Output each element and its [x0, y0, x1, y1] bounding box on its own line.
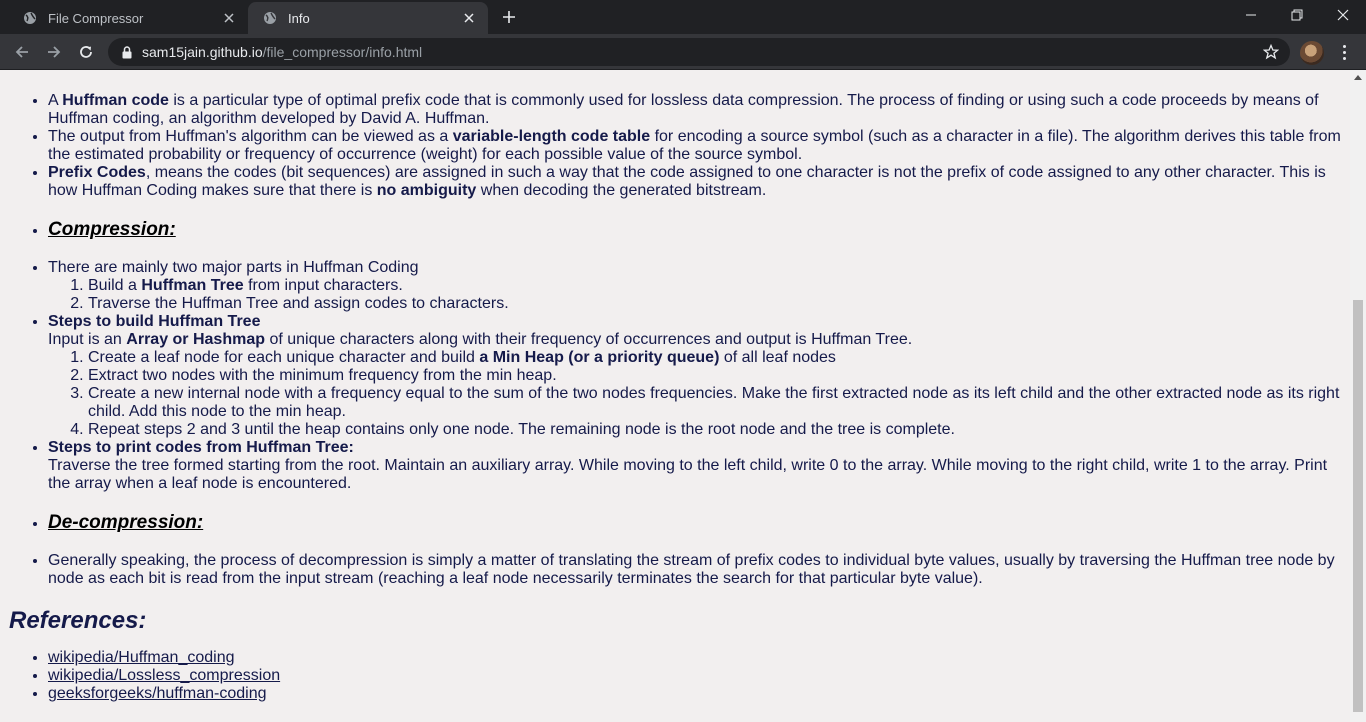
list-item: 2. Traverse the Huffman Tree and assign codes to characters. [88, 295, 1341, 313]
intro-list [48, 92, 1341, 200]
scroll-up-icon[interactable] [1354, 75, 1362, 80]
back-arrow-icon[interactable] [8, 38, 36, 66]
build-steps-list [88, 349, 1341, 439]
references-list [48, 649, 1341, 703]
compression-list [48, 259, 1341, 493]
list-item: • A Huffman code is a particular type of optimal prefix code that is commonly used for lossless data compression. The process of finding or using such a code proceeds by means of Huffman coding, an algorithm developed by David A. Huffman. [48, 92, 1341, 128]
url-text: sam15jain.github.io/file_compressor/info.html [142, 44, 423, 60]
globe-icon [262, 10, 278, 26]
list-item: 4. Repeat steps 2 and 3 until the heap contains only one node. The remaining node is the root node and the tree is complete. [88, 421, 1341, 439]
close-icon[interactable] [460, 9, 478, 27]
tab-info[interactable] [248, 2, 488, 34]
list-item [48, 649, 1341, 667]
star-icon[interactable] [1262, 43, 1280, 61]
list-item: 1. Build a Huffman Tree from input characters. [88, 277, 1341, 295]
decompression-heading: • De-compression: [48, 512, 1341, 534]
list-item: • Steps to build Huffman Tree Input is an Array or Hashmap of unique characters along with their frequency of occurrences and output is Huffman Tree. 1. Create a leaf node for each unique character and build a Min Heap (or a priority queue) of all leaf nodes 2. Extract two nodes with the minimum frequency from the min heap. 3. Create a new internal node with a frequency equal to the sum of the two nodes frequencies. Make the first extracted node as its left child and the other extracted node as its right child. Add this node to the min heap. 4. Repeat steps 2 and 3 until the heap contains only one node. The remaining node is the root node and the tree is complete. [48, 313, 1341, 439]
compression-heading: • Compression: [48, 219, 1341, 241]
list-item [48, 667, 1341, 685]
lock-icon[interactable] [120, 45, 134, 59]
avatar[interactable] [1300, 41, 1324, 65]
list-item: 1. Create a leaf node for each unique character and build a Min Heap (or a priority queue) of all leaf nodes [88, 349, 1341, 367]
globe-icon [22, 10, 38, 26]
browser-toolbar [0, 34, 1366, 70]
tab-title: Info [288, 10, 310, 26]
window-close-icon[interactable] [1320, 0, 1366, 30]
list-item: • Generally speaking, the process of decompression is simply a matter of translating the stream of prefix codes to individual byte values, usually by traversing the Huffman tree node by node as each bit is read from the input stream (reaching a leaf node necessarily terminates the search for that particular byte value). [48, 552, 1341, 588]
reference-link-lossless-compression[interactable]: wikipedia/Lossless_compression [48, 667, 281, 684]
plus-icon[interactable] [498, 6, 520, 28]
kebab-menu-icon[interactable] [1336, 42, 1352, 62]
scrollbar-thumb[interactable] [1353, 300, 1363, 712]
list-item: • Steps to print codes from Huffman Tree: Traverse the tree formed starting from the root. Maintain an auxiliary array. While moving to the left child, write 0 to the array. While moving to the right child, write 1 to the array. Print the array when a leaf node is encountered. [48, 439, 1341, 493]
close-icon[interactable] [220, 9, 238, 27]
reference-link-geeksforgeeks[interactable]: geeksforgeeks/huffman-coding [48, 685, 267, 702]
references-heading: References: [9, 607, 147, 634]
minimize-icon[interactable] [1228, 0, 1274, 30]
decompression-list [48, 552, 1341, 588]
list-item: • The output from Huffman's algorithm can be viewed as a variable-length code table for encoding a source symbol (such as a character in a file). The algorithm derives this table from the estimated probability or frequency of occurrence (weight) for each possible value of the source symbol. [48, 128, 1341, 164]
list-item: • There are mainly two major parts in Huffman Coding 1. Build a Huffman Tree from input characters. 2. Traverse the Huffman Tree and assign codes to characters. [48, 259, 1341, 313]
forward-arrow-icon[interactable] [40, 38, 68, 66]
restore-icon[interactable] [1274, 0, 1320, 30]
list-item [48, 685, 1341, 703]
page-viewport [0, 70, 1350, 722]
tab-title: File Compressor [48, 10, 144, 26]
parts-list [88, 277, 1341, 313]
list-item: 2. Extract two nodes with the minimum frequency from the min heap. [88, 367, 1341, 385]
address-bar[interactable] [108, 38, 1290, 66]
page-content [0, 70, 1350, 703]
tab-file-compressor[interactable] [8, 2, 248, 34]
reload-icon[interactable] [72, 38, 100, 66]
reference-link-huffman-coding[interactable]: wikipedia/Huffman_coding [48, 649, 235, 666]
list-item: • Prefix Codes, means the codes (bit sequences) are assigned in such a way that the code assigned to one character is not the prefix of code assigned to any other character. This is how Huffman Coding makes sure that there is no ambiguity when decoding the generated bitstream. [48, 164, 1341, 200]
vertical-scrollbar[interactable] [1350, 70, 1366, 722]
list-item: 3. Create a new internal node with a frequency equal to the sum of the two nodes frequencies. Make the first extracted node as its left child and the other extracted node as its right child. Add this node to the min heap. [88, 385, 1341, 421]
tab-strip [0, 0, 1366, 34]
